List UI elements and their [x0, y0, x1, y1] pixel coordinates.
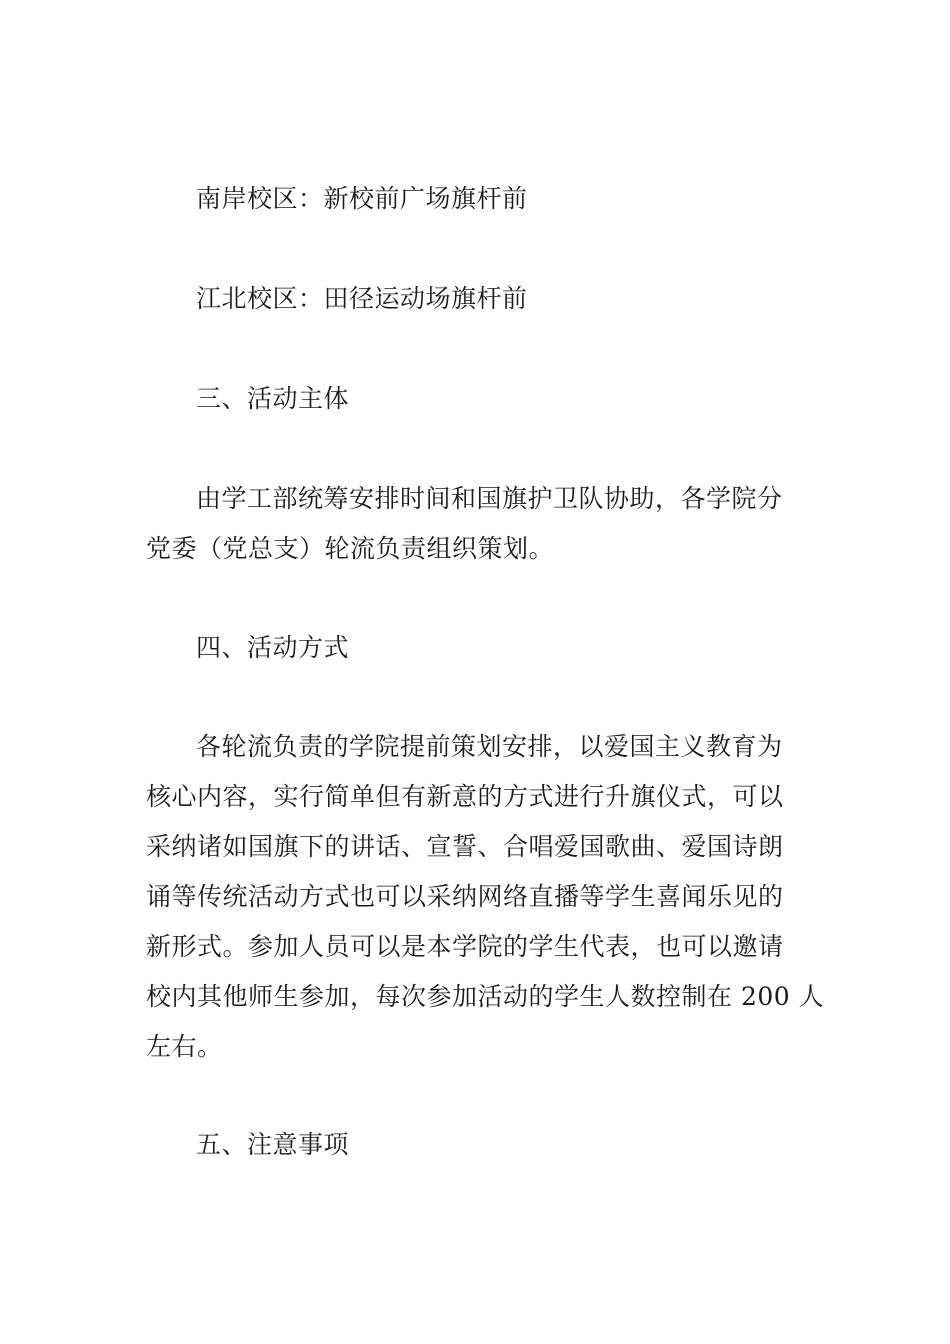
- paragraph-line: 左右。: [146, 1032, 223, 1061]
- body-paragraph-method: [146, 722, 825, 1072]
- campus-location-jiangbei: [146, 274, 806, 324]
- section-heading-3: [146, 374, 806, 424]
- paragraph-line: 由学工部统筹安排时间和国旗护卫队协助，各学院分: [196, 484, 783, 513]
- paragraph-line: 江北校区：田径运动场旗杆前: [196, 284, 528, 313]
- campus-location-nanan: [146, 174, 806, 224]
- heading-text: 三、活动主体: [196, 384, 350, 413]
- body-paragraph-organizer: [146, 474, 806, 574]
- paragraph-line: 校内其他师生参加，每次参加活动的学生人数控制在 200 人: [146, 982, 825, 1011]
- paragraph-line: 新形式。参加人员可以是本学院的学生代表，也可以邀请: [146, 932, 784, 961]
- section-heading-4: [146, 623, 806, 673]
- paragraph-line: 核心内容，实行简单但有新意的方式进行升旗仪式，可以: [146, 782, 784, 811]
- heading-text: 五、注意事项: [196, 1130, 350, 1159]
- section-heading-5: [146, 1120, 806, 1170]
- paragraph-line: 诵等传统活动方式也可以采纳网络直播等学生喜闻乐见的: [146, 882, 784, 911]
- paragraph-line: 党委（党总支）轮流负责组织策划。: [146, 534, 555, 563]
- paragraph-line: 采纳诸如国旗下的讲话、宣誓、合唱爱国歌曲、爱国诗朗: [146, 832, 784, 861]
- paragraph-line: 南岸校区：新校前广场旗杆前: [196, 184, 528, 213]
- heading-text: 四、活动方式: [196, 633, 350, 662]
- paragraph-line: 各轮流负责的学院提前策划安排，以爱国主义教育为: [196, 732, 783, 761]
